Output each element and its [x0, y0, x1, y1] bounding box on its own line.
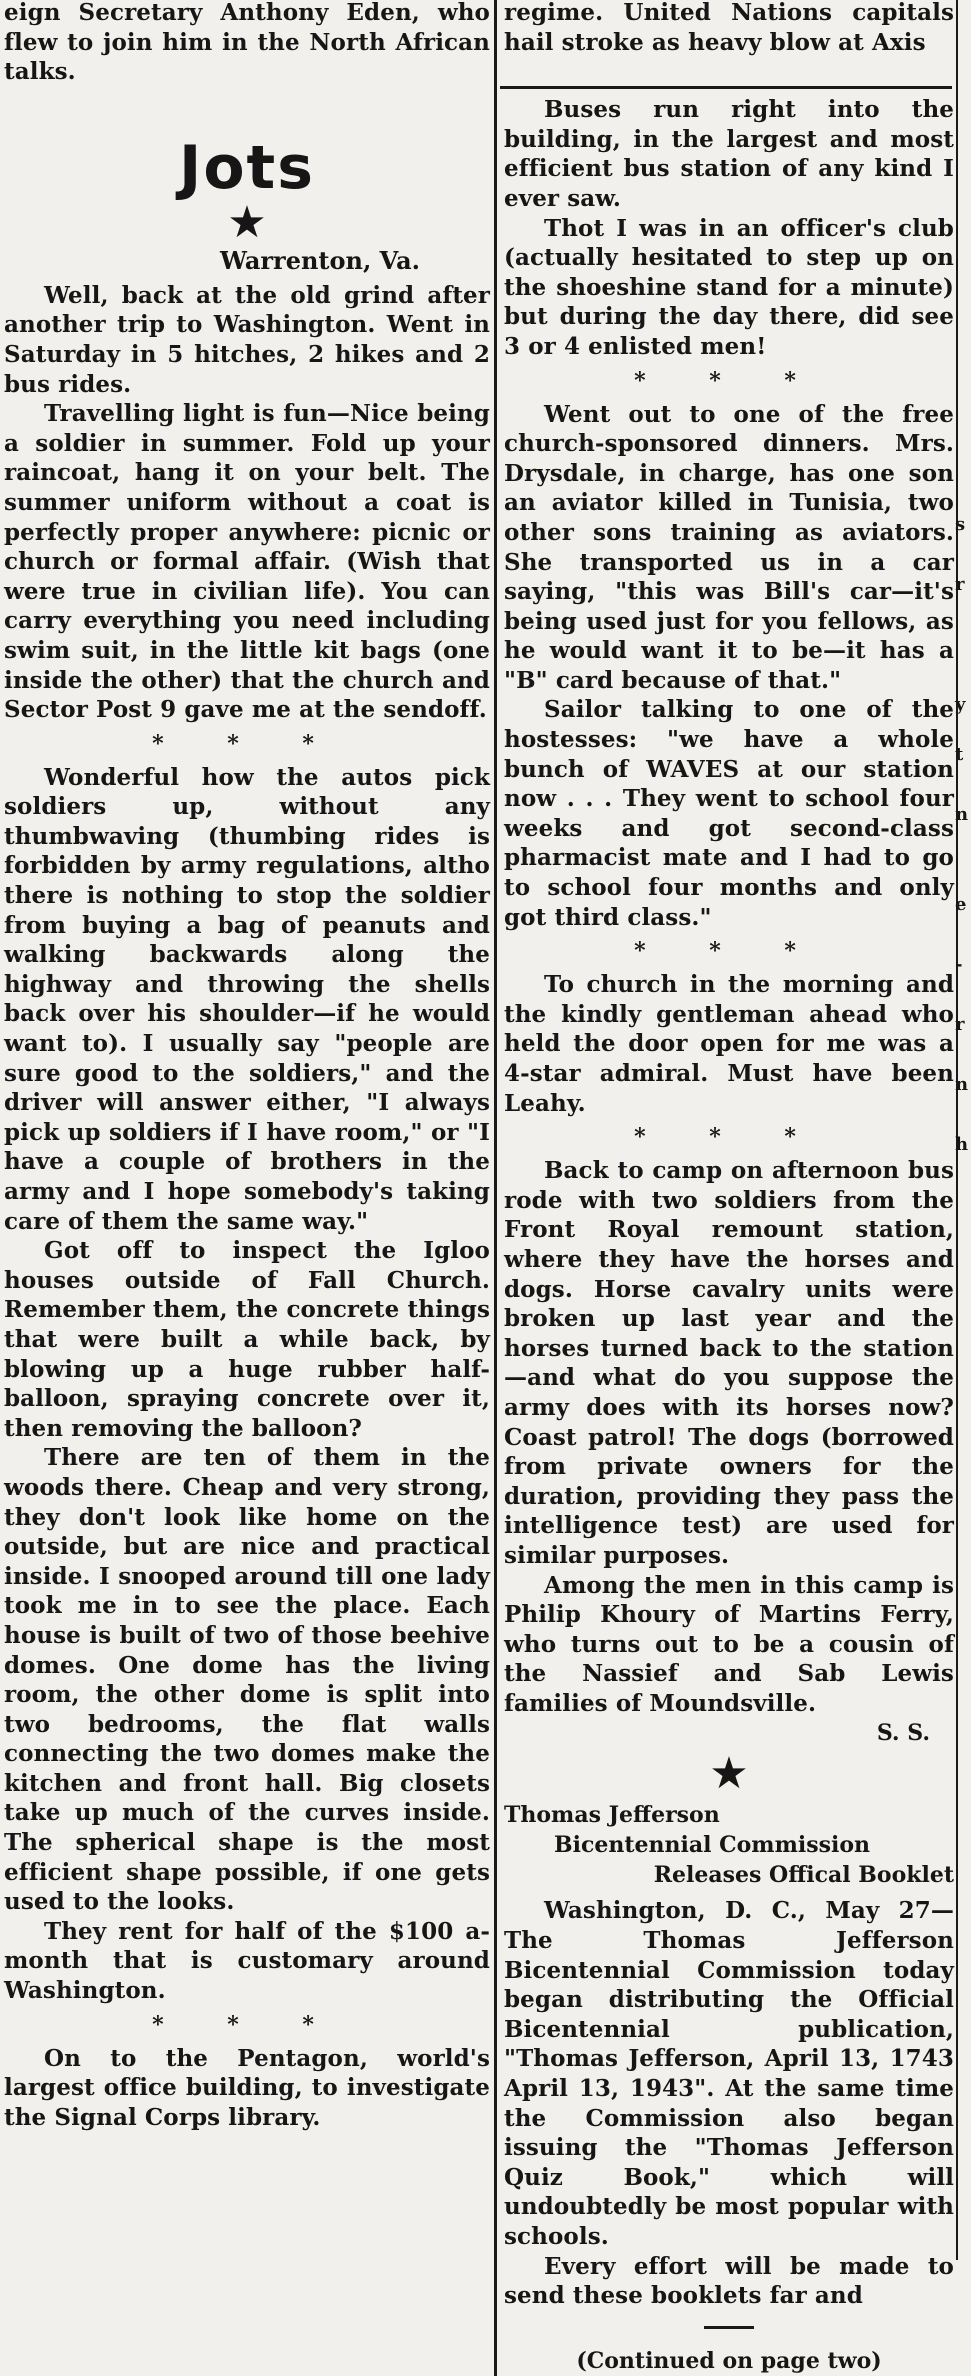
left-paragraph: Got off to inspect the Igloo houses outside of Fall Church. Remember them, the concrete things that were built a while back, by blowing up a huge rubber half-balloon, spraying concrete over it, then removing the balloon?	[4, 1237, 490, 1442]
section-break-stars: * * *	[152, 730, 342, 757]
short-rule	[504, 2317, 954, 2336]
edge-fragment: r	[955, 1014, 965, 1035]
edge-fragment: e	[955, 894, 967, 915]
edge-fragment: s	[955, 514, 966, 535]
signature: S. S.	[876, 1720, 930, 1747]
news-paragraph: Washington, D. C., May 27—The Thomas Jefferson Bicentennial Commission today began distributing the Official Bicentennial publication, "Thomas Jefferson, April 13, 1743 April 13, 1943". At the same time the Commission also began issuing the "Thomas Jefferson Quiz Book," which will undoubtedly be most popular with schools.	[504, 1897, 954, 2250]
left-column	[4, 0, 490, 2132]
edge-fragment: -	[955, 954, 963, 975]
section-break-stars: * * *	[634, 1124, 824, 1151]
news-headline-line-1: Thomas Jefferson	[504, 1802, 720, 1829]
star-icon: ★	[227, 196, 267, 248]
edge-fragment: n	[955, 1074, 969, 1095]
left-paragraph: Well, back at the old grind after another trip to Washington. Went in Saturday in 5 hitches, 2 hikes and 2 bus rides.	[4, 281, 490, 398]
left-paragraph: There are ten of them in the woods there. Cheap and very strong, they don't look like home on the outside, but are nice and practical inside. I snooped around till one lady took me in to see the place. Each house is built of two of those beehive domes. One dome has the living room, the other dome is split into two bedrooms, the flat walls connecting the two domes make the kitchen and front hall. Big closets take up much of the curves inside. The spherical shape is the most efficient shape possible, if one gets used to the looks.	[4, 1444, 490, 1916]
right-top-fragment: regime. United Nations capitals hail stroke as heavy blow at Axis	[504, 0, 954, 56]
edge-fragment: t	[955, 744, 964, 765]
news-headline-line-2: Bicentennial Commission	[554, 1832, 871, 1859]
section-break-stars: * * *	[634, 367, 824, 394]
column-divider-left	[494, 0, 497, 2376]
news-headline-line-3: Releases Offical Booklet	[653, 1862, 954, 1889]
right-paragraph: Sailor talking to one of the hostesses: "we have a whole bunch of WAVES at our station now . . . They went to school four weeks and got second-class pharmacist mate and I had to go to school four months and only got third class."	[504, 696, 954, 931]
section-break-stars: * * *	[152, 2011, 342, 2038]
right-paragraph: Buses run right into the building, in the largest and most efficient bus station of any kind I ever saw.	[504, 96, 954, 212]
edge-fragment: h	[955, 1134, 969, 1155]
edge-fragment: n	[955, 804, 969, 825]
column-title: Jots	[179, 132, 315, 203]
right-paragraph: Back to camp on afternoon bus rode with two soldiers from the Front Royal remount station, where they have the horses and dogs. Horse cavalry units were broken up last year and the horses turned back to the station—and what do you suppose the army does with its horses now? Coast patrol! The dogs (borrowed from private owners for the duration, providing they pass the intelligence test) are used for similar purposes.	[504, 1157, 954, 1569]
right-paragraph: Went out to one of the free church-sponsored dinners. Mrs. Drysdale, in charge, has one son an aviator killed in Tunisia, two other sons training as aviators. She transported us in a car saying, "this was Bill's car—it's being used just for you fellows, as he would want it to be—it has a "B" card because of that."	[504, 400, 954, 694]
left-paragraph: On to the Pentagon, world's largest office building, to investigate the Signal Corps library.	[4, 2044, 490, 2131]
right-paragraph: Among the men in this camp is Philip Khoury of Martins Ferry, who turns out to be a cousin of the Nassief and Sab Lewis families of Moundsville.	[504, 1571, 954, 1717]
section-break-stars: * * *	[634, 938, 824, 965]
dateline: Warrenton, Va.	[219, 245, 420, 275]
news-paragraph: Every effort will be made to send these booklets far and	[504, 2252, 954, 2310]
edge-fragment: r	[955, 574, 965, 595]
star-icon: ★	[709, 1748, 749, 1800]
right-paragraph: To church in the morning and the kindly gentleman ahead who held the door open for me was a 4-star admiral. Must have been Leahy.	[504, 971, 954, 1117]
left-paragraph: They rent for half of the $100 a-month that is customary around Washington.	[4, 1917, 490, 2005]
left-paragraph: Wonderful how the autos pick soldiers up, without any thumbwaving (thumbing rides is forbidden by army regulations, altho there is nothing to stop the soldier from buying a bag of peanuts and walking backwards along the highway and throwing the shells back over his shoulder—if he would want to). I usually say "people are sure good to the soldiers," and the driver will answer either, "I always pick up soldiers if I have room," or "I have a couple of brothers in the army and I hope somebody's taking care of them the same way."	[4, 763, 490, 1235]
edge-fragment: y	[955, 694, 966, 715]
left-top-fragment: eign Secretary Anthony Eden, who flew to join him in the North African talks.	[4, 0, 490, 86]
continued-notice: (Continued on page two)	[576, 2347, 882, 2374]
right-column	[504, 0, 954, 2376]
right-paragraph: Thot I was in an officer's club (actually hesitated to step up on the shoeshine stand for a minute) but during the day there, did see 3 or 4 enlisted men!	[504, 214, 954, 360]
left-paragraph: Travelling light is fun—Nice being a soldier in summer. Fold up your raincoat, hang it on your belt. The summer uniform without a coat is perfectly proper anywhere: picnic or church or formal affair. (Wish that were true in civilian life). You can carry everything you need including swim suit, in the little kit bags (one inside the other) that the church and Sector Post 9 gave me at the sendoff.	[4, 400, 490, 724]
